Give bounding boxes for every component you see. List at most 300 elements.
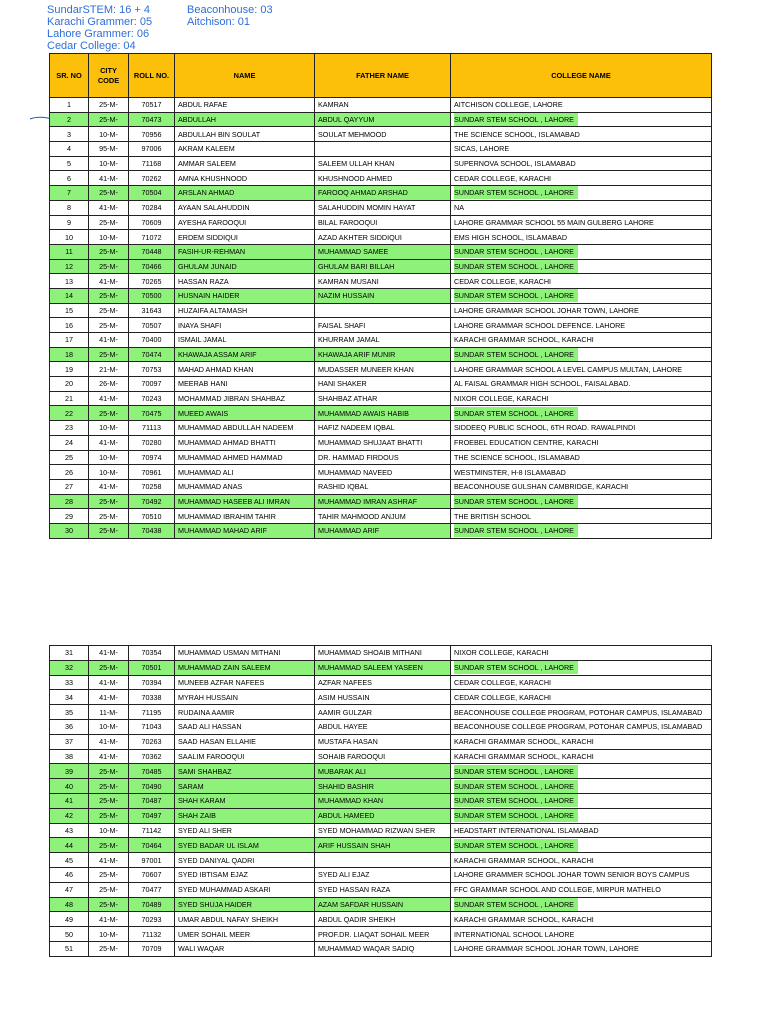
cell-name: UMER SOHAIL MEER xyxy=(175,927,315,942)
cell-name: MUNEEB AZFAR NAFEES xyxy=(175,675,315,690)
cell-sr-no: 43 xyxy=(50,823,89,838)
cell-roll-no: 70477 xyxy=(129,882,175,897)
cell-father-name: MUSTAFA HASAN xyxy=(315,734,451,749)
cell-sr-no: 14 xyxy=(50,288,89,303)
cell-city-code: 25-M- xyxy=(89,244,129,259)
cell-name: ISMAIL JAMAL xyxy=(175,333,315,348)
cell-name: AYESHA FAROOQUI xyxy=(175,215,315,230)
table-row xyxy=(50,259,712,274)
cell-city-code: 41-M- xyxy=(89,675,129,690)
cell-city-code: 25-M- xyxy=(89,523,129,538)
cell-name: SAAD HASAN ELLAHIE xyxy=(175,734,315,749)
cell-city-code: 95-M- xyxy=(89,142,129,157)
cell-roll-no: 70753 xyxy=(129,362,175,377)
table-row xyxy=(50,927,712,942)
student-table-1 xyxy=(49,53,712,539)
cell-college-name xyxy=(451,749,712,764)
cell-city-code: 41-M- xyxy=(89,749,129,764)
cell-college-name xyxy=(451,690,712,705)
table-body-2 xyxy=(50,646,712,957)
cell-roll-no: 70464 xyxy=(129,838,175,853)
college-text: SUNDAR STEM SCHOOL , LAHORE xyxy=(454,260,578,273)
cell-name: MEERAB HANI xyxy=(175,377,315,392)
college-text: FROEBEL EDUCATION CENTRE, KARACHI xyxy=(454,438,599,448)
table-row xyxy=(50,808,712,823)
cell-roll-no: 70500 xyxy=(129,288,175,303)
cell-college-name xyxy=(451,764,712,779)
cell-roll-no: 70293 xyxy=(129,912,175,927)
cell-college-name xyxy=(451,941,712,956)
table-row xyxy=(50,838,712,853)
cell-father-name: PROF.DR. LIAQAT SOHAIL MEER xyxy=(315,927,451,942)
cell-college-name xyxy=(451,897,712,912)
cell-sr-no: 30 xyxy=(50,523,89,538)
cell-roll-no: 71142 xyxy=(129,823,175,838)
table-row xyxy=(50,450,712,465)
cell-name: HUSNAIN HAIDER xyxy=(175,288,315,303)
table-row xyxy=(50,435,712,450)
cell-sr-no: 3 xyxy=(50,127,89,142)
summary-line: Karachi Grammer: 05 xyxy=(47,16,153,28)
cell-city-code: 25-M- xyxy=(89,112,129,127)
table-row xyxy=(50,362,712,377)
cell-father-name: AAMIR GULZAR xyxy=(315,705,451,720)
cell-name: HASSAN RAZA xyxy=(175,274,315,289)
college-text: CEDAR COLLEGE, KARACHI xyxy=(454,276,552,286)
cell-name: SAMI SHAHBAZ xyxy=(175,764,315,779)
cell-college-name xyxy=(451,288,712,303)
cell-sr-no: 6 xyxy=(50,171,89,186)
table-row xyxy=(50,749,712,764)
college-text: THE SCIENCE SCHOOL, ISLAMABAD xyxy=(454,452,580,462)
cell-city-code: 10-M- xyxy=(89,823,129,838)
cell-father-name: MUHAMMAD WAQAR SADIQ xyxy=(315,941,451,956)
cell-name: SHAH ZAIB xyxy=(175,808,315,823)
cell-roll-no: 70709 xyxy=(129,941,175,956)
cell-name: SHAH KARAM xyxy=(175,793,315,808)
cell-college-name xyxy=(451,230,712,245)
cell-city-code: 41-M- xyxy=(89,435,129,450)
cell-name: AMNA KHUSHNOOD xyxy=(175,171,315,186)
cell-college-name xyxy=(451,927,712,942)
cell-father-name: SYED ALI EJAZ xyxy=(315,867,451,882)
table-row xyxy=(50,421,712,436)
cell-roll-no: 70097 xyxy=(129,377,175,392)
college-text: CEDAR COLLEGE, KARACHI xyxy=(454,692,552,702)
cell-name: ERDEM SIDDIQUI xyxy=(175,230,315,245)
cell-father-name: MUHAMMAD NAVEED xyxy=(315,465,451,480)
cell-father-name: DR. HAMMAD FIRDOUS xyxy=(315,450,451,465)
cell-college-name xyxy=(451,823,712,838)
cell-name: AYAAN SALAHUDDIN xyxy=(175,200,315,215)
college-text: BEACONHOUSE GULSHAN CAMBRIDGE, KARACHI xyxy=(454,482,629,492)
cell-city-code: 25-M- xyxy=(89,867,129,882)
cell-sr-no: 49 xyxy=(50,912,89,927)
cell-college-name xyxy=(451,200,712,215)
cell-sr-no: 37 xyxy=(50,734,89,749)
cell-father-name: SOHAIB FAROOQUI xyxy=(315,749,451,764)
cell-sr-no: 29 xyxy=(50,509,89,524)
cell-name: MAHAD AHMAD KHAN xyxy=(175,362,315,377)
header-name: NAME xyxy=(175,54,315,98)
table-row xyxy=(50,705,712,720)
cell-roll-no: 70258 xyxy=(129,479,175,494)
college-text: SUPERNOVA SCHOOL, ISLAMABAD xyxy=(454,159,576,169)
table-row xyxy=(50,793,712,808)
cell-sr-no: 11 xyxy=(50,244,89,259)
cell-college-name xyxy=(451,303,712,318)
college-text: AITCHISON COLLEGE, LAHORE xyxy=(454,100,563,110)
cell-father-name: ABDUL HAMEED xyxy=(315,808,451,823)
cell-sr-no: 41 xyxy=(50,793,89,808)
college-text: LAHORE GRAMMAR SCHOOL JOHAR TOWN, LAHORE xyxy=(454,944,639,954)
table-row xyxy=(50,186,712,201)
cell-college-name xyxy=(451,867,712,882)
cell-college-name xyxy=(451,675,712,690)
cell-father-name xyxy=(315,142,451,157)
cell-city-code: 10-M- xyxy=(89,230,129,245)
cell-city-code: 41-M- xyxy=(89,391,129,406)
cell-city-code: 41-M- xyxy=(89,200,129,215)
cell-name: WALI WAQAR xyxy=(175,941,315,956)
cell-sr-no: 20 xyxy=(50,377,89,392)
cell-roll-no: 71072 xyxy=(129,230,175,245)
cell-sr-no: 33 xyxy=(50,675,89,690)
cell-college-name xyxy=(451,171,712,186)
cell-sr-no: 35 xyxy=(50,705,89,720)
header-sr-no: SR. NO xyxy=(50,54,89,98)
cell-city-code: 41-M- xyxy=(89,274,129,289)
cell-sr-no: 8 xyxy=(50,200,89,215)
cell-father-name: NAZIM HUSSAIN xyxy=(315,288,451,303)
cell-father-name: MUHAMMAD SALEEM YASEEN xyxy=(315,660,451,675)
table-row xyxy=(50,127,712,142)
table-row xyxy=(50,882,712,897)
cell-city-code: 25-M- xyxy=(89,838,129,853)
cell-college-name xyxy=(451,142,712,157)
cell-city-code: 25-M- xyxy=(89,660,129,675)
cell-city-code: 10-M- xyxy=(89,156,129,171)
cell-name: SYED IBTISAM EJAZ xyxy=(175,867,315,882)
cell-father-name: ABDUL QAYYUM xyxy=(315,112,451,127)
cell-roll-no: 71113 xyxy=(129,421,175,436)
cell-city-code: 25-M- xyxy=(89,509,129,524)
college-text: NIXOR COLLEGE, KARACHI xyxy=(454,394,549,404)
cell-roll-no: 70474 xyxy=(129,347,175,362)
cell-father-name: KHAWAJA ARIF MUNIR xyxy=(315,347,451,362)
table-row xyxy=(50,171,712,186)
table-row xyxy=(50,377,712,392)
cell-roll-no: 70362 xyxy=(129,749,175,764)
college-text: LAHORE GRAMMER SCHOOL JOHAR TOWN SENIOR BOYS CAMPUS xyxy=(454,870,690,880)
header-college-name: COLLEGE NAME xyxy=(451,54,712,98)
cell-name: RUDAINA AAMIR xyxy=(175,705,315,720)
cell-father-name: MUBARAK ALI xyxy=(315,764,451,779)
cell-father-name: AZAM SAFDAR HUSSAIN xyxy=(315,897,451,912)
table-row xyxy=(50,494,712,509)
cell-college-name xyxy=(451,259,712,274)
cell-sr-no: 9 xyxy=(50,215,89,230)
college-text: LAHORE GRAMMAR SCHOOL 55 MAIN GULBERG LAHORE xyxy=(454,217,654,227)
cell-college-name xyxy=(451,406,712,421)
table-row xyxy=(50,244,712,259)
cell-sr-no: 2 xyxy=(50,112,89,127)
cell-sr-no: 19 xyxy=(50,362,89,377)
cell-city-code: 25-M- xyxy=(89,494,129,509)
cell-name: ARSLAN AHMAD xyxy=(175,186,315,201)
cell-father-name: AZAD AKHTER SIDDIQUI xyxy=(315,230,451,245)
cell-sr-no: 25 xyxy=(50,450,89,465)
cell-roll-no: 70438 xyxy=(129,523,175,538)
cell-city-code: 25-M- xyxy=(89,98,129,113)
college-text: LAHORE GRAMMAR SCHOOL DEFENCE. LAHORE xyxy=(454,320,626,330)
cell-sr-no: 15 xyxy=(50,303,89,318)
table-row xyxy=(50,288,712,303)
cell-city-code: 41-M- xyxy=(89,479,129,494)
cell-college-name xyxy=(451,882,712,897)
cell-father-name: MUHAMMAD KHAN xyxy=(315,793,451,808)
cell-roll-no: 70510 xyxy=(129,509,175,524)
cell-roll-no: 70354 xyxy=(129,646,175,661)
summary-line: SundarSTEM: 16 + 4 xyxy=(47,4,151,16)
cell-father-name: SYED HASSAN RAZA xyxy=(315,882,451,897)
cell-roll-no: 70265 xyxy=(129,274,175,289)
cell-father-name: HAFIZ NADEEM IQBAL xyxy=(315,421,451,436)
summary-block xyxy=(47,4,367,52)
table-row xyxy=(50,347,712,362)
table-row xyxy=(50,200,712,215)
cell-college-name xyxy=(451,347,712,362)
college-text: WESTMINSTER, H-8 ISLAMABAD xyxy=(454,467,566,477)
cell-roll-no: 70507 xyxy=(129,318,175,333)
table-row xyxy=(50,274,712,289)
cell-roll-no: 70961 xyxy=(129,465,175,480)
cell-roll-no: 70489 xyxy=(129,897,175,912)
table-row xyxy=(50,465,712,480)
cell-city-code: 10-M- xyxy=(89,127,129,142)
college-text: KARACHI GRAMMAR SCHOOL, KARACHI xyxy=(454,855,594,865)
cell-city-code: 26-M- xyxy=(89,377,129,392)
cell-roll-no: 70394 xyxy=(129,675,175,690)
cell-city-code: 25-M- xyxy=(89,779,129,794)
cell-roll-no: 70263 xyxy=(129,734,175,749)
table-row xyxy=(50,734,712,749)
cell-name: ABDULLAH BIN SOULAT xyxy=(175,127,315,142)
header-row xyxy=(50,54,712,98)
cell-name: SARAM xyxy=(175,779,315,794)
college-text: INTERNATIONAL SCHOOL LAHORE xyxy=(454,929,575,939)
cell-sr-no: 42 xyxy=(50,808,89,823)
cell-college-name xyxy=(451,318,712,333)
cell-sr-no: 18 xyxy=(50,347,89,362)
table-row xyxy=(50,719,712,734)
cell-roll-no: 70475 xyxy=(129,406,175,421)
cell-roll-no: 70497 xyxy=(129,808,175,823)
table-row xyxy=(50,912,712,927)
cell-name: MOHAMMAD JIBRAN SHAHBAZ xyxy=(175,391,315,406)
college-text: SUNDAR STEM SCHOOL , LAHORE xyxy=(454,113,578,126)
cell-college-name xyxy=(451,450,712,465)
cell-roll-no: 71132 xyxy=(129,927,175,942)
cell-name: MUHAMMAD AHMAD BHATTI xyxy=(175,435,315,450)
college-text: SIDDEEQ PUBLIC SCHOOL, 6TH ROAD. RAWALPINDI xyxy=(454,423,636,433)
cell-sr-no: 22 xyxy=(50,406,89,421)
college-text: SUNDAR STEM SCHOOL , LAHORE xyxy=(454,348,578,361)
summary-left xyxy=(47,4,152,52)
cell-city-code: 10-M- xyxy=(89,421,129,436)
cell-college-name xyxy=(451,838,712,853)
cell-city-code: 25-M- xyxy=(89,259,129,274)
cell-college-name xyxy=(451,779,712,794)
college-text: SUNDAR STEM SCHOOL , LAHORE xyxy=(454,524,578,537)
cell-college-name xyxy=(451,494,712,509)
summary-line: Beaconhouse: 03 xyxy=(187,4,273,16)
cell-father-name: MUHAMMAD IMRAN ASHRAF xyxy=(315,494,451,509)
cell-father-name: MUHAMMAD SHOAIB MITHANI xyxy=(315,646,451,661)
college-text: LAHORE GRAMMAR SCHOOL JOHAR TOWN, LAHORE xyxy=(454,305,639,315)
cell-name: SAAD ALI HASSAN xyxy=(175,719,315,734)
cell-roll-no: 31643 xyxy=(129,303,175,318)
cell-sr-no: 31 xyxy=(50,646,89,661)
cell-sr-no: 50 xyxy=(50,927,89,942)
cell-roll-no: 70492 xyxy=(129,494,175,509)
table-row xyxy=(50,853,712,868)
cell-name: MYRAH HUSSAIN xyxy=(175,690,315,705)
cell-father-name: MUHAMMAD SAMEE xyxy=(315,244,451,259)
table-row xyxy=(50,523,712,538)
table-row xyxy=(50,215,712,230)
cell-sr-no: 24 xyxy=(50,435,89,450)
cell-name: GHULAM JUNAID xyxy=(175,259,315,274)
cell-father-name: ABDUL HAYEE xyxy=(315,719,451,734)
cell-roll-no: 70607 xyxy=(129,867,175,882)
college-text: BEACONHOUSE COLLEGE PROGRAM, POTOHAR CAMPUS, ISLAMABAD xyxy=(454,707,703,717)
cell-father-name: KHURRAM JAMAL xyxy=(315,333,451,348)
cell-name: UMAR ABDUL NAFAY SHEIKH xyxy=(175,912,315,927)
cell-father-name xyxy=(315,303,451,318)
table-row xyxy=(50,318,712,333)
cell-name: SYED DANIYAL QADRI xyxy=(175,853,315,868)
college-text: CEDAR COLLEGE, KARACHI xyxy=(454,677,552,687)
cell-college-name xyxy=(451,719,712,734)
cell-city-code: 11-M- xyxy=(89,705,129,720)
cell-city-code: 10-M- xyxy=(89,927,129,942)
cell-city-code: 41-M- xyxy=(89,646,129,661)
cell-sr-no: 47 xyxy=(50,882,89,897)
college-text: THE SCIENCE SCHOOL, ISLAMABAD xyxy=(454,129,580,139)
cell-college-name xyxy=(451,377,712,392)
cell-sr-no: 36 xyxy=(50,719,89,734)
cell-city-code: 41-M- xyxy=(89,333,129,348)
cell-sr-no: 16 xyxy=(50,318,89,333)
cell-roll-no: 70284 xyxy=(129,200,175,215)
cell-name: MUHAMMAD IBRAHIM TAHIR xyxy=(175,509,315,524)
cell-sr-no: 45 xyxy=(50,853,89,868)
cell-name: MUHAMMAD USMAN MITHANI xyxy=(175,646,315,661)
cell-city-code: 25-M- xyxy=(89,347,129,362)
cell-name: MUEED AWAIS xyxy=(175,406,315,421)
cell-sr-no: 34 xyxy=(50,690,89,705)
college-text: SUNDAR STEM SCHOOL , LAHORE xyxy=(454,407,578,420)
cell-father-name: RASHID IQBAL xyxy=(315,479,451,494)
cell-roll-no: 71168 xyxy=(129,156,175,171)
cell-father-name: SHAHBAZ ATHAR xyxy=(315,391,451,406)
cell-city-code: 10-M- xyxy=(89,450,129,465)
cell-college-name xyxy=(451,523,712,538)
table-row xyxy=(50,690,712,705)
cell-sr-no: 32 xyxy=(50,660,89,675)
cell-college-name xyxy=(451,465,712,480)
cell-city-code: 25-M- xyxy=(89,406,129,421)
cell-college-name xyxy=(451,127,712,142)
cell-roll-no: 70280 xyxy=(129,435,175,450)
college-text: EMS HIGH SCHOOL, ISLAMABAD xyxy=(454,232,568,242)
cell-sr-no: 5 xyxy=(50,156,89,171)
table-row xyxy=(50,897,712,912)
cell-college-name xyxy=(451,646,712,661)
cell-name: MUHAMMAD AHMED HAMMAD xyxy=(175,450,315,465)
cell-father-name: MUHAMMAD SHUJAAT BHATTI xyxy=(315,435,451,450)
table-row xyxy=(50,941,712,956)
cell-father-name: SYED MOHAMMAD RIZWAN SHER xyxy=(315,823,451,838)
cell-name: MUHAMMAD ALI xyxy=(175,465,315,480)
cell-roll-no: 70243 xyxy=(129,391,175,406)
cell-roll-no: 70400 xyxy=(129,333,175,348)
cell-roll-no: 71043 xyxy=(129,719,175,734)
cell-college-name xyxy=(451,734,712,749)
cell-city-code: 25-M- xyxy=(89,303,129,318)
college-text: SUNDAR STEM SCHOOL , LAHORE xyxy=(454,661,578,674)
cell-city-code: 21-M- xyxy=(89,362,129,377)
cell-father-name: SALEEM ULLAH KHAN xyxy=(315,156,451,171)
college-text: AL FAISAL GRAMMAR HIGH SCHOOL, FAISALABAD. xyxy=(454,379,631,389)
cell-roll-no: 70504 xyxy=(129,186,175,201)
summary-line: Lahore Grammer: 06 xyxy=(47,28,150,40)
college-text: SUNDAR STEM SCHOOL , LAHORE xyxy=(454,495,578,508)
college-text: BEACONHOUSE COLLEGE PROGRAM, POTOHAR CAMPUS, ISLAMABAD xyxy=(454,722,703,732)
table-row xyxy=(50,156,712,171)
cell-city-code: 41-M- xyxy=(89,853,129,868)
cell-father-name: FAROOQ AHMAD ARSHAD xyxy=(315,186,451,201)
cell-name: KHAWAJA ASSAM ARIF xyxy=(175,347,315,362)
cell-sr-no: 26 xyxy=(50,465,89,480)
cell-city-code: 10-M- xyxy=(89,719,129,734)
cell-city-code: 25-M- xyxy=(89,186,129,201)
college-text: SUNDAR STEM SCHOOL , LAHORE xyxy=(454,780,578,793)
cell-college-name xyxy=(451,912,712,927)
cell-city-code: 41-M- xyxy=(89,171,129,186)
cell-father-name: KAMRAN xyxy=(315,98,451,113)
cell-father-name: ARIF HUSSAIN SHAH xyxy=(315,838,451,853)
cell-college-name xyxy=(451,156,712,171)
cell-roll-no: 70262 xyxy=(129,171,175,186)
cell-sr-no: 48 xyxy=(50,897,89,912)
cell-city-code: 41-M- xyxy=(89,690,129,705)
cell-name: AMMAR SALEEM xyxy=(175,156,315,171)
table-row xyxy=(50,823,712,838)
cell-city-code: 10-M- xyxy=(89,465,129,480)
cell-city-code: 25-M- xyxy=(89,318,129,333)
cell-sr-no: 17 xyxy=(50,333,89,348)
cell-roll-no: 70956 xyxy=(129,127,175,142)
cell-roll-no: 70609 xyxy=(129,215,175,230)
cell-father-name: SHAHID BASHIR xyxy=(315,779,451,794)
cell-father-name: GHULAM BARI BILLAH xyxy=(315,259,451,274)
summary-line: Cedar College: 04 xyxy=(47,40,136,52)
cell-sr-no: 46 xyxy=(50,867,89,882)
table-row xyxy=(50,779,712,794)
table-row xyxy=(50,112,712,127)
